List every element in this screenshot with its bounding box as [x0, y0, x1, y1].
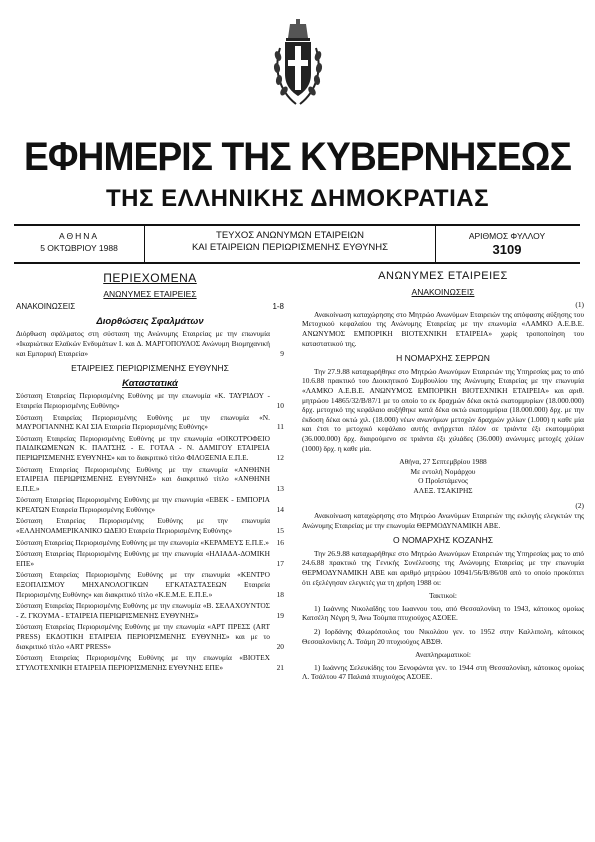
toc-entry[interactable]	[16, 391, 284, 410]
toc-entry-text: Σύσταση Εταιρείας Περιορισμένης Ευθύνης με την επωνυμία «Ν. ΜΑΥΡΟΓΙΑΝΝΗΣ ΚΑΙ ΣΙΑ Εταιρεία Περιορισμένης Ευθύνης»	[16, 412, 270, 432]
announcement-1-body: Την 27.9.88 καταχωρήθηκε στο Μητρώο Ανωνύμων Εταιρειών της Υπηρεσίας μας το από 10.6.88 πρακτικό του Διοικητικού Συμβουλίου της Ανώνυμης Εταιρείας με την επωνυμία «ΛΑΜΚΟ Α.Ε.Β.Ε. ΑΝΩΝΥΜΟΣ ΕΜΠΟΡΙΚΗ ΒΙΟΤΕΧΝΙΚΗ ΕΤΑΙΡΕΙΑ» και αριθ. μητρώου 14865/32/Β/87/1 με το οποίο το εκ δραχμών δέκα οκτώ εκατομμυρίων (18.000.000) δρχ. μετοχικό της κεφάλαιο αυξήθηκε κατά δέκα οκτώ εκατομμύρια (18.000.000) δρχ. με την έκδοση δέκα οκτώ χιλ. (18.000) νέων ανωνύμων μετοχών δραχμών χιλίων (1.000) η καθε μία και έτσι το μετοχικό κεφάλαιο αυτής ανήρχεται πλέον σε τριάντα έξι εκατομμύρια (36.000.000) δρχ. διαιρούμενο σε τριάντα έξι χιλιάδες (36.000) ανώνυμες μετοχές χιλίων (1000) δρχ. η καθε μία.	[302, 366, 584, 453]
contents-epe-heading: ΕΤΑΙΡΕΙΕΣ ΠΕΡΙΩΡΙΣΜΕΝΗΣ ΕΥΘΥΝΗΣ	[71, 363, 229, 374]
toc-entry-text: Σύσταση Εταιρείας Περιορισμένης Ευθύνης με την επωνυμία «ΟΙΚΟΤΡΟΦΕΙΟ ΠΑΙΔΙΚΩΜΕΝΩΝ Κ. ΠΑΛΤΣΗΣ - Ε. ΓΟΤΑΑ - Ν. ΔΑΜΙΓΟΥ ΕΤΑΙΡΕΙΑ ΠΕΡΙΩΡΙΣΜΕΝΗΣ ΕΥΘΥΝΗΣ» και το διακριτικό τίτλο ΦΙΛΟΞΕΝΙΑ Ε.Π.Ε.	[16, 433, 270, 462]
toc-entry-text: Σύσταση Εταιρείας Περιορισμένης Ευθύνης με την επωνυμία «ΑΡΤ ΠΡΕΣΣ (ΑRT PRESS) ΕΚΔΟΤΙΚΗ ΕΤΑΙΡΕΙΑ ΠΕΡΙΟΡΙΣΜΕΝΗΣ ΕΥΘΥΝΗΣ» και με το διακριτικό τίτλο «ΑRT PRESS»	[16, 622, 270, 651]
gazette-title: ΕΦΗΜΕΡΙΣ ΤΗΣ ΚΥΒΕΡΝΗΣΕΩΣ	[24, 135, 571, 179]
issue-type	[144, 226, 436, 262]
toc-entry[interactable]	[16, 601, 284, 620]
toc-entry-page: 10	[276, 400, 284, 410]
toc-list	[16, 391, 284, 672]
toc-entry[interactable]	[16, 538, 284, 548]
right-subheading: ΑΝΑΚΟΙΝΩΣΕΙΣ	[411, 286, 475, 297]
toc-entry-text: Σύσταση Εταιρείας Περιορισμένης Ευθύνης με την επωνυμία «ΚΕΡΑΜΕΥΣ Ε.Π.Ε.»	[16, 537, 269, 547]
announcement-1-signature-line1: Με εντολή Νομάρχου	[410, 466, 476, 476]
toc-entry-page: 19	[276, 610, 284, 620]
toc-entry-page: 16	[276, 537, 284, 547]
right-heading: ΑΝΩΝΥΜΕΣ ΕΤΑΙΡΕΙΕΣ	[378, 270, 508, 282]
toc-entry[interactable]	[16, 653, 284, 672]
toc-entry[interactable]	[16, 465, 284, 494]
toc-entry-page: 17	[276, 558, 284, 568]
toc-announcements[interactable]	[16, 302, 284, 312]
announcement-1-number: (1)	[575, 300, 584, 310]
toc-entry-page: 18	[276, 589, 284, 599]
toc-entry[interactable]	[16, 495, 284, 514]
toc-entry[interactable]	[16, 434, 284, 463]
toc-entry-page: 12	[276, 452, 284, 462]
toc-entry-text: Σύσταση Εταιρείας Περιορισμένης Ευθύνης με την επωνυμία «ΕΛΛΗΝΟΑΜΕΡΙΚΑΝΙΚΟ ΩΔΕΙΟ Εταιρεία Περιορισμένης Ευθύνης»	[16, 516, 270, 536]
contents-heading: ΠΕΡΙΕΧΟΜΕΝΑ	[103, 271, 197, 285]
toc-entry-text: Σύσταση Εταιρείας Περιορισμένης Ευθύνης με την επωνυμία «ΕΒΕΚ - ΕΜΠΟΡΙΑ ΚΡΕΑΤΩΝ Εταιρεία Περιορισμένης Ευθύνης»	[16, 495, 270, 514]
announcements-column	[302, 268, 584, 686]
toc-entry-page: 13	[276, 483, 284, 493]
sheet-number-label: ΑΡΙΘΜΟΣ ΦΥΛΛΟΥ	[468, 231, 546, 241]
statutes-heading: Καταστατικά	[122, 377, 178, 389]
issue-place-date	[14, 226, 144, 262]
toc-entry[interactable]	[16, 413, 284, 432]
issue-date: 5 ΟΚΤΩΒΡΙΟΥ 1988	[40, 243, 118, 253]
announcement-2-intro: Ανακοίνωση καταχώρησης στο Μητρώο Ανωνύμων Εταιρειών της εκλογής ελεγκτών της Ανώνυμης Εταιρείας με την επωνυμία ΘΕΡΜΟΔΥΝΑΜΙΚΗ ΑΒΕ.	[302, 511, 584, 530]
toc-entry[interactable]	[16, 622, 284, 651]
toc-announcements-page: 1-8	[272, 302, 284, 312]
toc-entry-text: Σύσταση Εταιρείας Περιορισμένης Ευθύνης με την επωνυμία «ΗΛΙΑΔΑ-ΔΟΜΙΚΗ ΕΠΕ»	[16, 549, 270, 568]
announcement-1-place-date: Αθήνα, 27 Σεπτεμβρίου 1988	[399, 457, 487, 467]
toc-entry-page: 21	[276, 662, 284, 672]
gazette-subtitle: ΤΗΣ ΕΛΛΗΝΙΚΗΣ ΔΗΜΟΚΡΑΤΙΑΣ	[106, 185, 489, 212]
toc-entry[interactable]	[16, 549, 284, 568]
toc-entry[interactable]	[16, 570, 284, 599]
toc-entry-page: 14	[276, 504, 284, 514]
issue-type-line2: ΚΑΙ ΕΤΑΙΡΕΙΩΝ ΠΕΡΙΩΡΙΣΜΕΝΗΣ ΕΥΘΥΝΗΣ	[191, 242, 389, 253]
toc-entry-text: Σύσταση Εταιρείας Περιορισμένης Ευθύνης με την επωνυμία «Κ. ΤΑΥΡΙΔΟΥ - Εταιρεία Περιορισμένης Ευθύνης»	[16, 391, 270, 410]
announcement-1-authority: Η ΝΟΜΑΡΧΗΣ ΣΕΡΡΩΝ	[396, 353, 490, 364]
announcement-2-body: Την 26.9.88 καταχωρήθηκε στο Μητρώο Ανωνύμων Εταιρειών της Υπηρεσίας μας το από 24.6.88 πρακτικό της Γενικής Συνέλευσης της Ανώνυμης Εταιρείας με την επωνυμία ΘΕΡΜΟΔΥΝΑΜΙΚΗ ΑΒΕ και αριθμό μητρώου 10941/56/Β/86/08 από το οποίο προκύπτει ότι εξελέγησαν ελεγκτές για τη χρήση 1988 οι:	[302, 548, 584, 587]
announcement-2-number: (2)	[575, 501, 584, 511]
regular-auditor-2: 2) Ιορδάνης Φλωρόπουλος του Νικολάου γεν. το 1952 στην Καλλιπολη, κάτοικος Θεσσαλονίκης Λ. Τσάμη 20 πτυχιούχος ΑΒΣΘ.	[302, 627, 584, 646]
toc-errata[interactable]	[16, 329, 284, 358]
toc-errata-text: Διόρθωση σφάλματος στη σύσταση της Ανώνυμης Εταιρείας με την επωνυμία «Ικαριώτικα Ελαϊκών Ενδυμάτων Ι. και Δ. ΜΑΡΓΟΠΟΥΛΟΣ Ανώνυμη Βιομηχανική και Εμπορική Εταιρεία»	[16, 329, 270, 358]
issue-sheet	[434, 226, 580, 262]
greek-coat-of-arms-emblem	[272, 18, 324, 110]
toc-entry-page: 11	[276, 422, 284, 432]
toc-errata-page: 9	[280, 348, 284, 358]
toc-entry-text: Σύσταση Εταιρείας Περιορισμένης Ευθύνης με την επωνυμία «ΚΕΝΤΡΟ ΕΞΟΠΛΙΣΜΟΥ ΜΗΧΑΝΟΛΟΓΙΚΩΝ ΕΓΚΑΤΑΣΤΑΣΕΩΝ Εταιρεία Περιορισμένης Ευθύνης» και διακριτικό τίτλο «Κ.Ε.Μ.Ε. Ε.Π.Ε.»	[16, 570, 270, 599]
contents-column	[16, 268, 284, 674]
announcement-2-authority: Ο ΝΟΜΑΡΧΗΣ ΚΟΖΑΝΗΣ	[393, 535, 493, 546]
announcement-1-signatory: ΑΛΕΞ. ΤΣΑΚΙΡΗΣ	[413, 485, 473, 495]
toc-entry-page: 20	[276, 641, 284, 651]
issue-type-line1: ΤΕΥΧΟΣ ΑΝΩΝΥΜΩΝ ΕΤΑΙΡΕΙΩΝ	[216, 230, 364, 241]
announcement-1-intro: Ανακοίνωση καταχώρησης στο Μητρώο Ανωνύμων Εταιρειών της απόφασης αύξησης του Μετοχικού κεφαλαίου της Ανώνυμης Εταιρείας με την επωνυμία «ΛΑΜΚΟ Α.Ε.Β.Ε. ΑΝΩΝΥΜΟΣ ΕΜΠΟΡΙΚΗ ΒΙΟΤΕΧΝΙΚΗ ΕΤΑΙΡΕΙΑ» χωρίς τροποποίηση του καταστατικού της.	[302, 309, 584, 348]
alternate-auditor-1: 1) Ιωάννης Σελευκίδης του Ξενοφώντα γεν. το 1944 στη Θεσσαλονίκη, κάτοικος ομοίως Λ. Τσάλτου 47 Παλαιά πτυχιούχος ΑΣΟΕΕ.	[302, 662, 584, 682]
toc-announcements-text: ΑΝΑΚΟΙΝΩΣΕΙΣ	[16, 302, 76, 312]
announcement-1-signature-line2: Ο Προϊστάμενος	[418, 476, 468, 486]
issue-city: ΑΘΗΝΑ	[58, 231, 100, 241]
alternate-auditors-label: Αναπληρωματικοί:	[415, 650, 471, 660]
regular-auditors-label: Τακτικοί:	[429, 591, 457, 601]
toc-entry-page: 15	[276, 526, 284, 536]
errata-heading: Διορθώσεις Σφαλμάτων	[96, 315, 204, 327]
sheet-number: 3109	[492, 242, 522, 257]
issue-info-box	[14, 224, 580, 264]
toc-entry-text: Σύσταση Εταιρείας Περιορισμένης Ευθύνης με την επωνυμία «Β. ΣΕΛΑΧΟΥΝΤΟΣ - Ζ. ΓΚΟΥΜΑ - ΕΤΑΙΡΕΙΑ ΠΕΡΙΩΡΙΣΜΕΝΗΣ ΕΥΘΥΝΗΣ»	[16, 601, 270, 620]
toc-entry-text: Σύσταση Εταιρείας Περιορισμένης Ευθύνης με την επωνυμία «ΒΙΟΤΕΧ ΣΤΥΛΟΤΕΧΝΙΚΗ ΕΤΑΙΡΕΙΑ ΠΕΡΙΟΡΙΣΜΕΝΗΣ ΕΥΘΥΝΗΣ ΕΠΕ»	[16, 653, 270, 672]
contents-ae-heading: ΑΝΩΝΥΜΕΣ ΕΤΑΙΡΕΙΕΣ	[103, 288, 197, 299]
toc-entry[interactable]	[16, 516, 284, 535]
toc-entry-text: Σύσταση Εταιρείας Περιορισμένης Ευθύνης με την επωνυμία «ΑΝΘΗΝΗ ΕΤΑΙΡΕΙΑ ΠΕΡΙΩΡΙΣΜΕΝΗΣ ΕΥΘΥΝΗΣ» και διακριτικό τίτλο «ΑΝΘΗΝΗ Ε.Π.Ε.»	[16, 464, 270, 493]
regular-auditor-1: 1) Ιωάννης Νικολαΐδης του Ιωαννου του, από Θεσσαλονίκη το 1943, κάτοικος ομοίως Κατσέλη Νέγρη 9, Άνω Τούμπα πτυχιούχος ΑΣΟΕΕ.	[302, 603, 584, 623]
